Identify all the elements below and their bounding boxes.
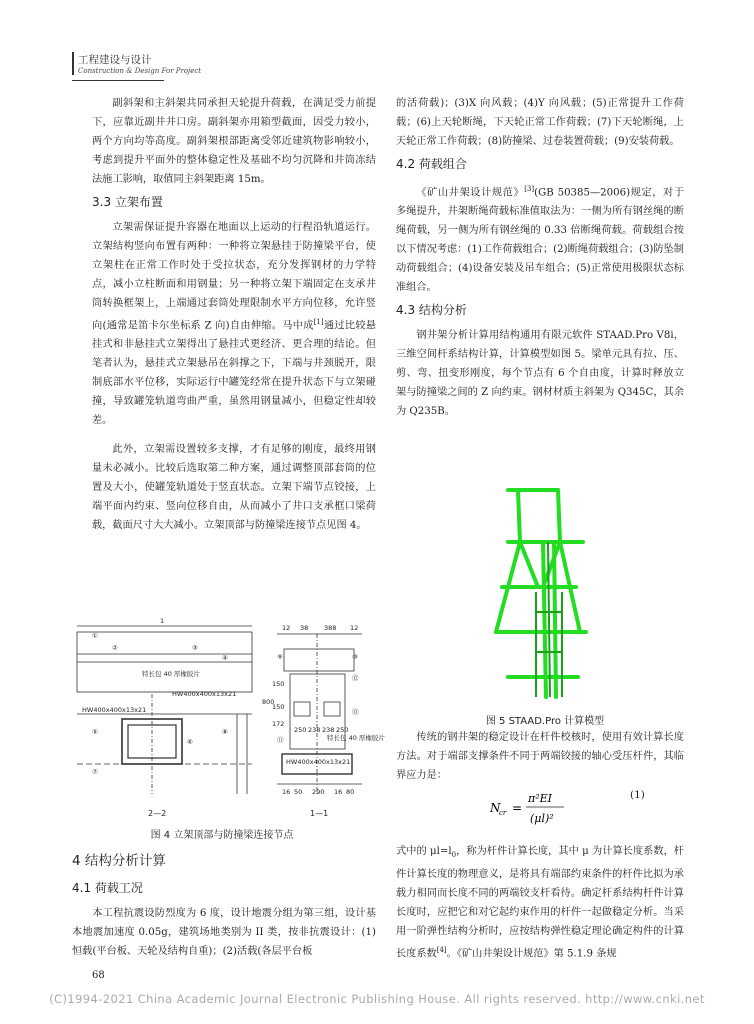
formula-denominator: (μl)² (530, 812, 554, 825)
svg-text:290: 290 (312, 788, 325, 796)
svg-text:⑦: ⑦ (92, 768, 98, 776)
svg-text:150: 150 (272, 703, 285, 711)
journal-header (72, 52, 201, 75)
formula-lhs: N (490, 801, 501, 815)
svg-text:⑬: ⑬ (352, 708, 359, 716)
svg-text:①: ① (92, 632, 98, 640)
svg-text:238: 238 (322, 726, 335, 734)
svg-text:38: 38 (300, 624, 309, 632)
svg-text:⑫: ⑫ (352, 674, 359, 682)
svg-text:250: 250 (294, 726, 307, 734)
formula-subscript: cr (499, 809, 507, 817)
figure-4-drawing (72, 614, 385, 824)
svg-text:12: 12 (282, 624, 291, 632)
svg-text:⑥: ⑥ (187, 738, 193, 746)
paragraph: 钢井架分析计算用结构通用有限元软件 STAAD.Pro V8i，三维空间杆系结构计算，计算模型如图 5。梁单元具有拉、压、剪、弯、扭变形刚度，每个节点有 6 个自由度，计算时释放立架与防撞梁之间的 Z 向约束。钢材材质主斜架为 Q345C，其余为 Q235B。 (396, 330, 684, 418)
beam-label: HW400x400x13x21 (172, 690, 237, 698)
section-heading: 4 结构分析计算 (72, 853, 166, 869)
svg-text:800: 800 (262, 698, 275, 706)
left-column-bottom (72, 842, 376, 961)
section-heading: 4.1 荷载工况 (72, 881, 143, 895)
figure-5-model (488, 482, 600, 702)
svg-text:16: 16 (282, 788, 291, 796)
paragraph: 的活荷载)；(3)X 向风载；(4)Y 向风载；(5)正常提升工作荷载；(6)上天轮断绳，下天轮正常工作荷载；(7)下天轮断绳，上天轮正常工作荷载；(8)防撞梁、过卷装置荷载；(9)安装荷载。 (396, 98, 684, 147)
svg-text:250: 250 (336, 726, 349, 734)
svg-text:②: ② (112, 644, 118, 652)
section-label: 2—2 (148, 809, 167, 818)
note-label: 特长包 40 厚橡胶片 (327, 734, 385, 742)
svg-text:⑧: ⑧ (222, 728, 228, 736)
equation-number: (1) (630, 789, 645, 801)
citation[interactable]: [1] (313, 318, 324, 326)
paragraph: 副斜架和主斜架共同承担天轮提升荷载，在满足受力前提下，应靠近副井井口房。副斜架亦用箱型截面，因受力较小，两个方向均等高度。副斜架根部距离受邻近建筑物影响较小，考虑到提升平面外的整体稳定性及基础不均匀沉降和井筒冻结法施工影响，取值同主斜架距离 15m。 (92, 98, 376, 185)
paragraph: 立架需保证提升容器在地面以上运动的行程沿轨道运行。立架结构竖向布置有两种：一种将立架悬挂于防撞梁平台，使立架柱在正常工作时处于受拉状态，充分发挥钢材的力学特点，减小立柱断面和用钢量；另一种将立架下端固定在支承井筒转换框架上，上端通过套筒处理限制水平方向位移，允许竖向(通常是笛卡尔坐标系 Z 向)自由伸缩。马中成[1]通过比较悬挂式和非悬挂式立架得出了悬挂式更经济、更合理的结论。但笔者认为，悬挂式立架悬吊在斜撑之下，下端与井颈脱开，限制底部水平位移，实际运行中罐笼经常在提升状态下与立架碰撞，导致罐笼轨道弯曲严重，虽然用钢量减小，但稳定性却较差。 (92, 222, 376, 427)
paragraph: 此外，立架需设置较多支撑，才有足够的刚度，最终用钢量未必减小。比较后选取第二种方案，通过调整顶部套筒的位置及大小，使罐笼轨道处于竖直状态。立架下端节点铰接，上端平面内约束、竖向位移自由，从而减小了井口支承框口梁荷载，截面尺寸大大减小。立架顶部与防撞梁连接节点见图 4。 (92, 444, 376, 532)
section-label: 1—1 (310, 809, 329, 818)
svg-text:⑪: ⑪ (277, 736, 284, 744)
svg-text:172: 172 (272, 720, 285, 728)
right-column (396, 94, 684, 421)
figure-4-caption: 图 4 立架顶部与防撞梁连接节点 (150, 830, 294, 841)
figure-5-caption: 图 5 STAAD.Pro 计算模型 (485, 716, 605, 727)
paragraph: 式中的 $\mu l=l_0$，称为杆件计算长度，其中 μ 为计算长度系数，杆件计算长度的物理意义，是将具有端部约束条件的杆件比拟为承载力相同而长度不同的两端铰支杆看待。确定杆系结构杆件计算长度时，应把它和对它起约束作用的杆件一起做稳定分析。当采用一阶弹性结构分析时，应按结构弹性稳定理论确定构件的计算长度系数[4]。《矿山井架设计规范》第 5.1.9 条规 (396, 846, 684, 960)
svg-text:12: 12 (350, 624, 359, 632)
paragraph: 本工程抗震设防烈度为 6 度，设计地震分组为第三组，设计基本地震加速度 0.05g，建筑场地类别为 II 类，按非抗震设计：(1)恒载(平台板、天轮及结构自重)；(2)活载(各层平台板 (72, 908, 376, 957)
dim-label: 1 (160, 617, 165, 625)
svg-text:⑨: ⑨ (277, 653, 283, 661)
svg-text:388: 388 (324, 624, 337, 632)
citation[interactable]: [4] (436, 946, 447, 955)
beam-label: HW400x400x13x21 (286, 758, 351, 766)
plate (284, 649, 354, 671)
paragraph: 《矿山井架设计规范》[3](GB 50385—2006)规定，对于多绳提升，井架断绳荷载标准值取法为：一侧为所有钢丝绳的断绳荷载，另一侧为所有钢丝绳的 0.33 倍断绳荷载。荷载组合按以下情况考虑：(1)工作荷载组合；(2)断绳荷载组合；(3)防坠制动荷载组合；(4)设备安装及吊车组合；(5)正常使用极限状态标准组合。 (396, 185, 685, 294)
header-rule (72, 80, 164, 81)
svg-text:16: 16 (334, 788, 343, 796)
section-heading: 4.3 结构分析 (396, 303, 467, 318)
svg-text:150: 150 (272, 680, 285, 688)
note-label: 特长包 40 厚橡胶片 (142, 670, 200, 678)
section-heading: 4.2 荷载组合 (396, 157, 467, 171)
svg-text:50: 50 (294, 788, 303, 796)
right-column-mid (396, 728, 684, 785)
left-column (92, 94, 376, 535)
svg-text:80: 80 (346, 788, 355, 796)
citation[interactable]: [3] (524, 185, 535, 193)
section-heading: 3.3 立架布置 (92, 195, 163, 209)
paragraph: 传统的钢井架的稳定设计在杆件校核时，使用有效计算长度方法。对于端部支撑条件不同于两端铰接的轴心受压杆件，其临界应力是： (396, 732, 684, 781)
beam-label: HW400x400x13x21 (82, 706, 147, 714)
journal-title-cn: 工程建设与设计 (78, 54, 152, 66)
svg-text:③: ③ (192, 644, 198, 652)
page-number: 68 (92, 970, 105, 981)
svg-text:=: = (512, 801, 523, 815)
svg-text:238: 238 (308, 726, 321, 734)
right-column-bottom (396, 842, 684, 963)
svg-text:⑩: ⑩ (352, 653, 358, 661)
formula-numerator: π²EI (528, 792, 553, 805)
svg-text:⑤: ⑤ (92, 728, 98, 736)
journal-title-en: Construction & Design For Project (78, 67, 202, 75)
svg-text:④: ④ (222, 654, 228, 662)
copyright-footer: (C)1994-2021 China Academic Journal Electronic Publishing House. All rights reserved. http://www.cnki.net (49, 992, 705, 1006)
